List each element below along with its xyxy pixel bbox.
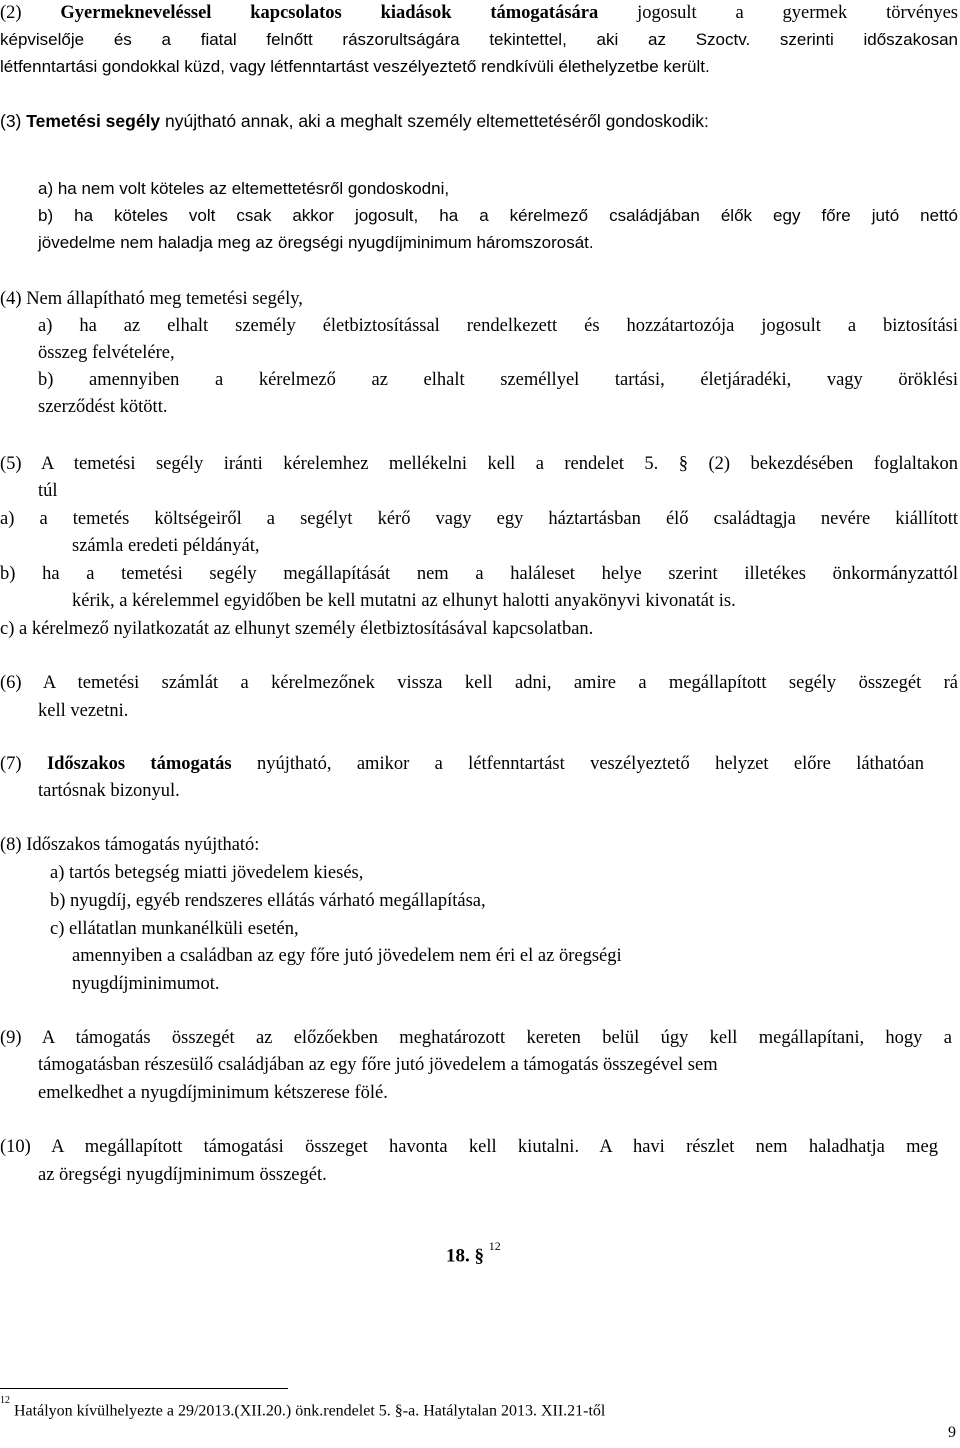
para-9-line-1: (9) A támogatás összegét az előzőekben meghatározott kereten belül úgy kell megállapítani, hogy a — [0, 1028, 952, 1048]
para-4-item-b-line-2: szerződést kötött. — [38, 397, 168, 417]
para-5-line-2: túl — [38, 481, 58, 501]
para-5-item-b-line-2: kérik, a kérelemmel egyidőben be kell mutatni az elhunyt halotti anyakönyvi kivonatát is. — [72, 591, 736, 611]
para-9-line-2: támogatásban részesülő családjában az egy főre jutó jövedelem a támogatás összegével sem — [38, 1055, 718, 1075]
footnote-number: 12 — [0, 1395, 10, 1406]
para-3-item-b-line-2: jövedelme nem haladja meg az öregségi nyugdíjminimum háromszorosát. — [38, 233, 594, 252]
footnote-text: Hatályon kívülhelyezte a 29/2013.(XII.20.) önk.rendelet 5. §-a. Hatálytalan 2013. XII.21-től — [10, 1402, 606, 1420]
para-2-line-3: létfenntartási gondokkal küzd, vagy létfenntartást veszélyeztető rendkívüli élethelyzetbe került. — [0, 57, 710, 76]
para-4-item-a-line-2: összeg felvételére, — [38, 343, 175, 363]
para-2-line-1: (2) Gyermekneveléssel kapcsolatos kiadások támogatására jogosult a gyermek törvényes — [0, 3, 959, 23]
para-5-line-1: (5) A temetési segély iránti kérelemhez mellékelni kell a rendelet 5. § (2) bekezdésében foglaltakon — [0, 454, 958, 474]
page-number: 9 — [948, 1424, 956, 1441]
para-7-line-1: (7) Időszakos támogatás nyújtható, amikor a létfenntartást veszélyeztető helyzet előre láthatóan — [0, 754, 924, 774]
footnote-reference[interactable]: 12 — [488, 1239, 501, 1253]
para-4-item-a-line-1: a) ha az elhalt személy életbiztosítással rendelkezett és hozzátartozója jogosult a biztosítási — [38, 316, 958, 336]
para-5-item-c: c) a kérelmező nyilatkozatát az elhunyt személy életbiztosításával kapcsolatban. — [0, 619, 594, 639]
para-9-line-3: emelkedhet a nyugdíjminimum kétszerese fölé. — [38, 1083, 388, 1103]
para-5-item-a-line-2: számla eredeti példányát, — [72, 536, 260, 556]
para-4-intro: (4) Nem állapítható meg temetési segély, — [0, 289, 303, 309]
para-2-line-2: képviselője és a fiatal felnőtt rászorultságára tekintettel, aki az Szoctv. szerinti időszakosan — [0, 30, 958, 49]
para-6-line-1: (6) A temetési számlát a kérelmezőnek vissza kell adni, amire a megállapított segély összegét rá — [0, 673, 958, 693]
para-5-item-a-line-1: a) a temetés költségeiről a segélyt kérő vagy egy háztartásban élő családtagja nevére kiállított — [0, 509, 958, 529]
para-3-heading: Temetési segély — [26, 111, 161, 131]
para-3-intro: (3) Temetési segély nyújtható annak, aki a meghalt személy eltemettetéséről gondoskodik: — [0, 111, 709, 131]
para-6-line-2: kell vezetni. — [38, 701, 129, 721]
para-3-item-a: a) ha nem volt köteles az eltemettetésről gondoskodni, — [38, 179, 450, 198]
para-4-item-b-line-1: b) amennyiben a kérelmező az elhalt személlyel tartási, életjáradéki, vagy öröklési — [38, 370, 958, 390]
para-7-heading: Időszakos támogatás — [46, 754, 232, 774]
para-5-item-b-line-1: b) ha a temetési segély megállapítását nem a haláleset helye szerint illetékes önkormányzattól — [0, 564, 958, 584]
footnote-separator — [0, 1388, 288, 1389]
footnote — [0, 1396, 605, 1422]
para-8-condition-line-2: nyugdíjminimumot. — [72, 974, 220, 994]
para-8-item-b: b) nyugdíj, egyéb rendszeres ellátás várható megállapítása, — [50, 891, 486, 911]
para-8-item-a: a) tartós betegség miatti jövedelem kiesés, — [50, 863, 364, 883]
para-3-item-b-line-1: b) ha köteles volt csak akkor jogosult, ha a kérelmező családjában élők egy főre jutó nettó — [38, 206, 958, 225]
para-7-line-2: tartósnak bizonyul. — [38, 781, 180, 801]
para-10-line-1: (10) A megállapított támogatási összeget havonta kell kiutalni. A havi részlet nem haladhatja meg — [0, 1137, 938, 1157]
section-heading: 18. § $^{12}$ — [446, 1239, 501, 1267]
para-8-condition-line-1: amennyiben a családban az egy főre jutó jövedelem nem éri el az öregségi — [72, 946, 622, 966]
para-8-intro: (8) Időszakos támogatás nyújtható: — [0, 835, 260, 855]
para-8-item-c: c) ellátatlan munkanélküli esetén, — [50, 919, 299, 939]
para-10-line-2: az öregségi nyugdíjminimum összegét. — [38, 1165, 327, 1185]
para-2-heading: Gyermekneveléssel kapcsolatos kiadások támogatására — [60, 3, 599, 23]
